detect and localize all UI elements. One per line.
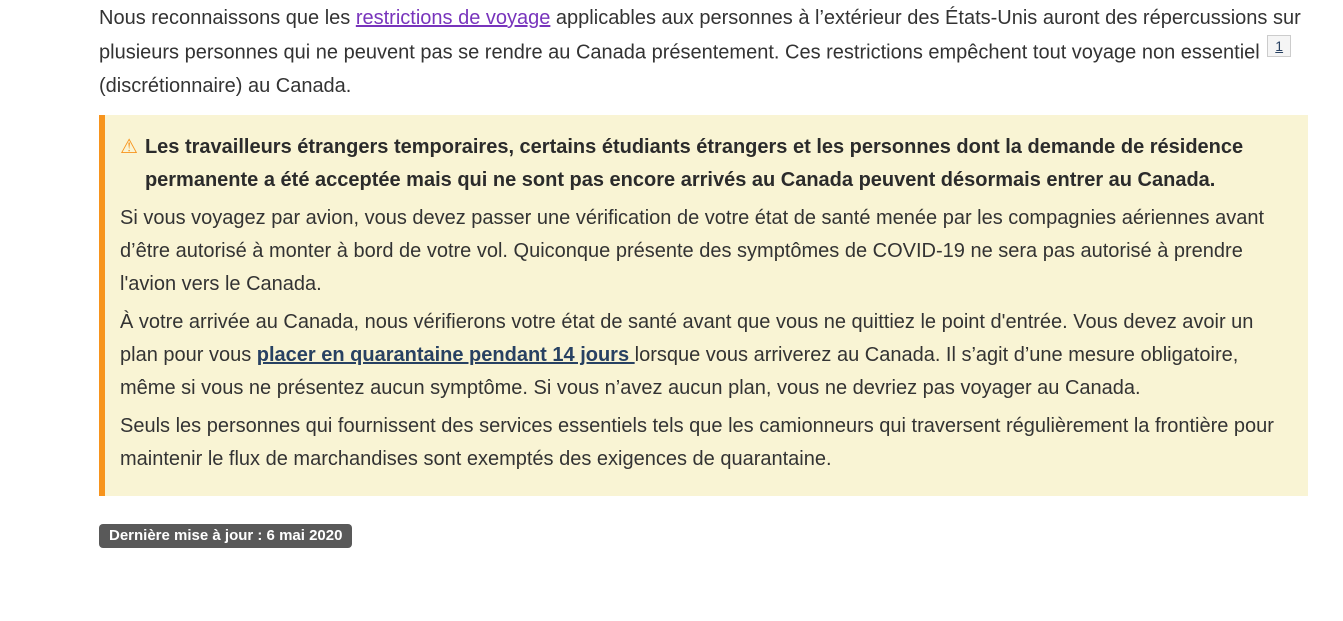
last-updated-row [99,518,1308,551]
footnote-reference [1267,38,1291,54]
intro-text-after-link: applicables aux personnes à l’extérieur des États-Unis auront des répercussions sur plusieurs personnes qui ne peuvent pas se rendre au Canada présentement. Ces restrictions empêchent tout voyage non essentiel [99,7,1301,64]
intro-text-before-link: Nous reconnaissons que les [99,7,356,29]
intro-paragraph [99,0,1308,103]
warning-alert-box [99,115,1308,496]
alert-paragraph-essential-services: Seuls les personnes qui fournissent des services essentiels tels que les camionneurs qui traversent régulièrement la frontière pour maintenir le flux de marchandises sont exemptés des exigences de quarantaine. [120,414,1274,470]
main-content [99,0,1308,551]
travel-restrictions-link[interactable]: restrictions de voyage [355,7,551,29]
arrival-text-before-link: À votre arrivée au Canada, nous vérifierons votre état de santé avant que vous ne quittiez le point d'entrée. Vous devez avoir un plan pour vous [120,310,1254,366]
footnote-1-link[interactable]: 1 [1267,35,1291,57]
alert-paragraph-air-travel: Si vous voyagez par avion, vous devez passer une vérification de votre état de santé menée par les compagnies aériennes avant d’être autorisé à monter à bord de votre vol. Quiconque présente des symptômes de COVID-19 ne sera pas autorisé à prendre l'avion vers le Canada. [120,206,1265,295]
alert-heading-text: Les travailleurs étrangers temporaires, certains étudiants étrangers et les personnes dont la demande de résidence permanente a été acceptée mais qui ne sont pas encore arrivés au Canada peuvent désormais entrer au Canada. [144,135,1244,191]
last-updated-badge: Dernière mise à jour : 6 mai 2020 [99,524,352,548]
alert-paragraph-arrival [120,306,1286,405]
alert-heading-row [120,131,1286,197]
quarantine-14-days-link[interactable]: placer en quarantaine pendant 14 jours [256,343,635,366]
arrival-text-after-link: lorsque vous arriverez au Canada. Il s’agit d’une mesure obligatoire, même si vous ne présentez aucun symptôme. Si vous n’avez aucun plan, vous ne devriez pas voyager au Canada. [120,343,1239,399]
warning-icon: ⚠ [120,135,138,158]
intro-text-after-footnote: (discrétionnaire) au Canada. [99,74,352,97]
